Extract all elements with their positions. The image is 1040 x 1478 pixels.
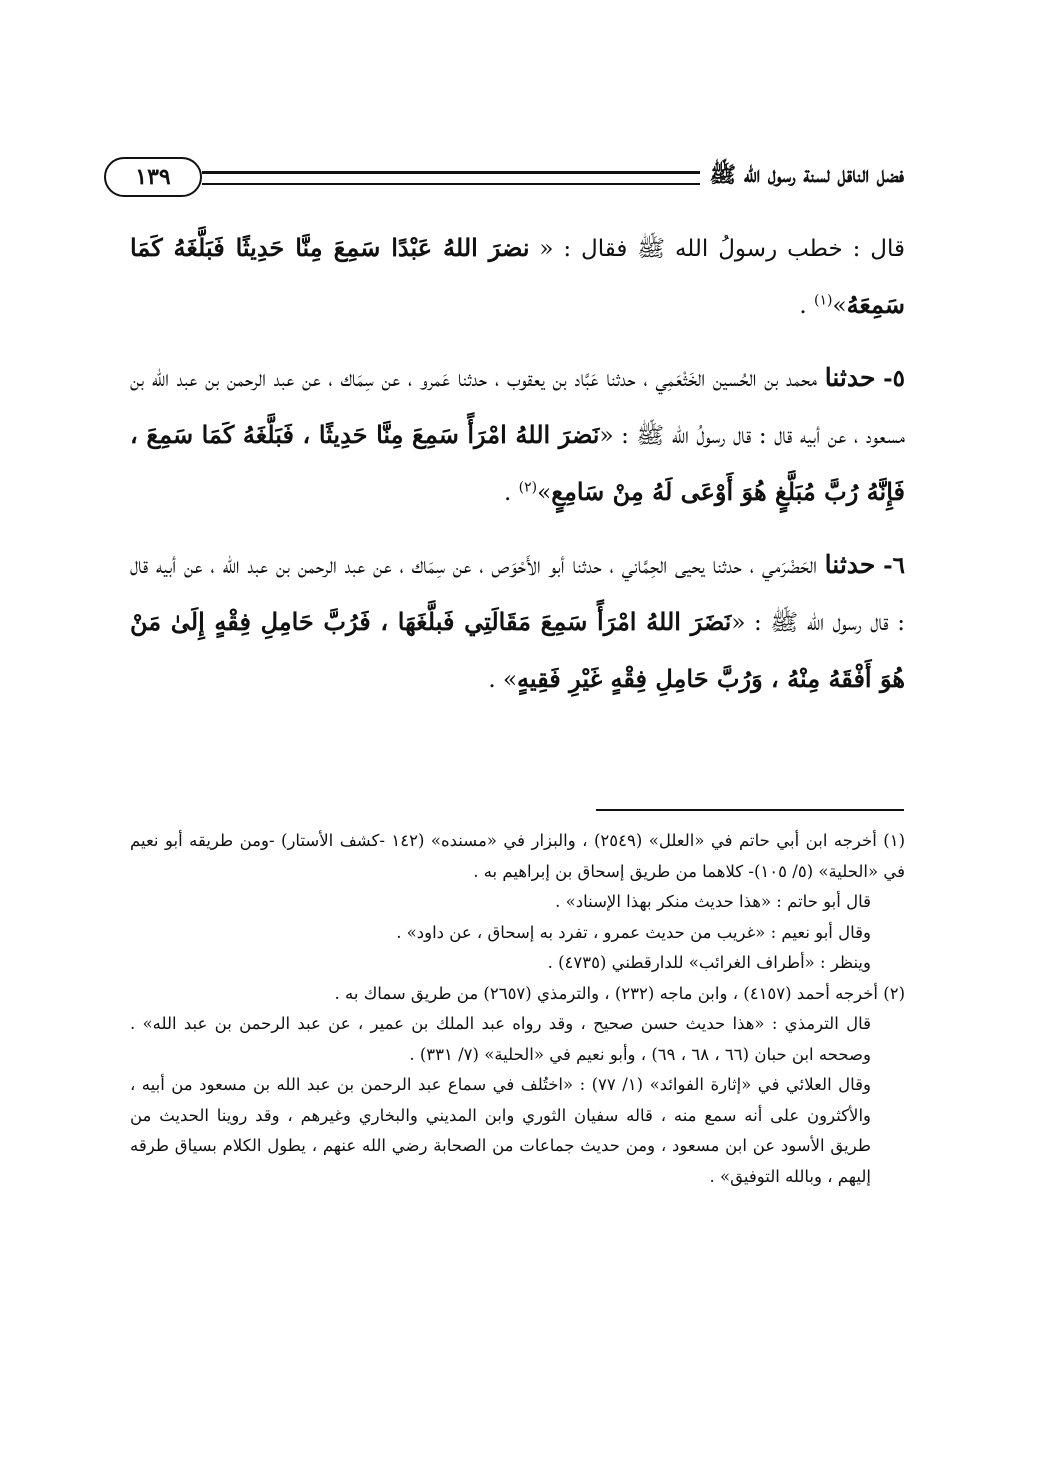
header-double-rule xyxy=(202,171,700,185)
footnote-line: وقال أبو نعيم : «غريب من حديث عمرو ، تفرد به إسحاق ، عن داود» . xyxy=(396,922,871,942)
p2-number: ٥- xyxy=(883,365,906,392)
footnote-line: (١) أخرجه ابن أبي حاتم في «العلل» (٢٥٤٩) ، والبزار في «مسنده» (١٤٢ -كشف الأستار) -ومن طريقه أبو نعيم في «الحلية» (٥/ ١٠٥)- كلاهما من طريق إسحاق بن إبراهيم به . xyxy=(130,831,906,881)
main-text xyxy=(130,220,905,724)
paragraph-2 xyxy=(130,350,905,521)
footnote-separator xyxy=(596,809,904,811)
p2-chain: محمد بن الحُسين الخَثْعَمِي ، حدثنا عَبَّاد بن يعقوب ، حدثنا عَمرو ، عن سِمَاك ، عن عبد الرحمن بن عبد الله بن مسعود ، عن أبيه قال : قال رسولُ الله ﷺ : « xyxy=(130,366,906,449)
page-header xyxy=(104,152,904,202)
page-number-badge: ١٣٩ xyxy=(104,157,202,197)
footnote-line: (٢) أخرجه أحمد (٤١٥٧) ، وابن ماجه (٢٣٢) ، والترمذي (٢٦٥٧) من طريق سماك به . xyxy=(334,983,905,1003)
p2-haddathana: حدثنا xyxy=(824,363,876,392)
running-title: فضل الناقل لسنة رسول الله ﷺ xyxy=(709,162,904,188)
p3-end: . xyxy=(488,667,503,693)
p1-intro: قال : خطب رسولُ الله ﷺ فقال : « xyxy=(539,236,906,262)
p1-hadith: نضرَ اللهُ عَبْدًا سَمِعَ مِنَّا حَدِيثًا فَبَلَّغَهُ كَمَا سَمِعَهُ xyxy=(130,233,905,319)
footnote-ref-2[interactable]: (٢) xyxy=(518,479,538,496)
footnote-line: قال الترمذي : «هذا حديث حسن صحيح ، وقد رواه عبد الملك بن عمير ، عن عبد الرحمن بن عبد الله» . وصححه ابن حبان (٦٦ ، ٦٨ ، ٦٩) ، وأبو نعيم في «الحلية» (٧/ ٣٣١) . xyxy=(130,1014,871,1064)
p2-close-quote: » xyxy=(537,480,552,506)
p2-end: . xyxy=(504,480,519,506)
footnotes xyxy=(130,826,905,1192)
footnote-line: قال أبو حاتم : «هذا حديث منكر بهذا الإسناد» . xyxy=(555,892,871,911)
p3-haddathana: حدثنا xyxy=(824,550,876,579)
p1-end: . xyxy=(799,293,815,319)
paragraph-3 xyxy=(130,537,905,708)
footnote-line: وقال العلائي في «إثارة الفوائد» (١/ ٧٧) : «اختُلف في سماع عبد الرحمن بن عبد الله بن مسعود من أبيه ، والأكثرون على أنه سمع منه ، قاله سفيان الثوري وابن المديني والبخاري وغيرهم ، وقد روينا الحديث من طريق الأسود عن ابن مسعود ، ومن حديث جماعات من الصحابة رضي الله عنهم ، يطول الكلام بسياق طرقه إليهم ، وبالله التوفيق» . xyxy=(130,1075,872,1186)
p1-close-quote: » xyxy=(832,293,847,319)
paragraph-1 xyxy=(130,220,905,334)
p2-hadith: نَضرَ اللهُ امْرَأً سَمِعَ مِنَّا حَدِيثًا ، فَبَلَّغَهُ كَمَا سَمِعَ ، فَإِنَّهُ رُبَّ مُبَلَّغٍ هُوَ أَوْعَى لَهُ مِنْ سَامِعٍ xyxy=(130,420,905,506)
p3-hadith: نَضَرَ اللهُ امْرَأً سَمِعَ مَقَالَتِي فَبلَّغَهَا ، فَرُبَّ حَامِلِ فِقْهٍ إِلَىٰ مَنْ هُوَ أَفْقَهُ مِنْهُ ، وَرُبَّ حَامِلِ فِقْهٍ غَيْرِ فَقِيهٍ xyxy=(130,607,905,693)
footnote-line: وينظر : «أطراف الغرائب» للدارقطني (٤٧٣٥) . xyxy=(547,953,871,972)
p3-number: ٦- xyxy=(883,552,906,579)
p3-chain: الحَضْرَمي ، حدثنا يحيى الحِمَّاني ، حدثنا أبو الأَحْوَص ، عن سِمَاك ، عن عبد الرحمن بن عبد الله ، عن أبيه قال : قال رسول الله ﷺ : « xyxy=(130,553,905,636)
p3-close-quote: » xyxy=(502,667,518,693)
footnote-ref-1[interactable]: (١) xyxy=(814,292,833,309)
